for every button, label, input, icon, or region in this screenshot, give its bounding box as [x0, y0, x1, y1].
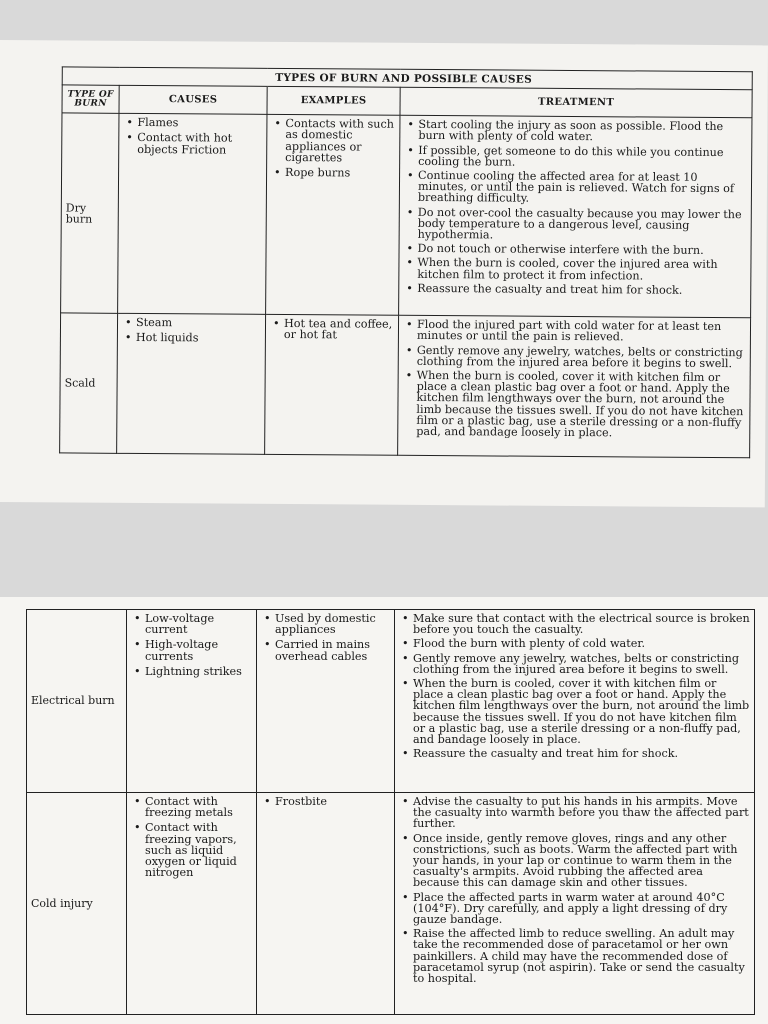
- list-item: • Contact with hot objects Friction: [137, 132, 262, 155]
- treatment-cell: [395, 610, 755, 793]
- list-item: • Make sure that contact with the electrical source is broken before you touch the casualty.: [413, 613, 750, 635]
- list-item: • Once inside, gently remove gloves, rings and any other constrictions, such as boots. Warm the affected part with your hands, in your lap or continue to warm them in the casualty's armpits. Avoid rubbing the affected area because this can damage skin and other tissues.: [413, 833, 750, 889]
- list-item: • Gently remove any jewelry, watches, belts or constricting clothing from the injured area before it begins to swell.: [417, 345, 746, 370]
- list-item: • Do not over-cool the casualty because you may lower the body temperature to a dangerous level, causing hypothermia.: [418, 207, 747, 243]
- bottom-page-scan: [0, 597, 768, 1024]
- list-item: • Gently remove any jewelry, watches, belts or constricting clothing from the injured area before it begins to swell.: [413, 653, 750, 675]
- examples-cell: [266, 115, 400, 316]
- causes-cell: [118, 114, 267, 315]
- list-item: • Hot liquids: [136, 332, 261, 344]
- list-item: • Reassure the casualty and treat him for shock.: [417, 283, 746, 296]
- causes-cell: [117, 314, 266, 455]
- list-item: • Lightning strikes: [145, 666, 252, 677]
- list-item: • Carried in mains overhead cables: [275, 639, 390, 661]
- list-item: • If possible, get someone to do this while you continue cooling the burn.: [418, 145, 747, 170]
- list-item: • Low-voltage current: [145, 613, 252, 635]
- header-treatment: TREATMENT: [400, 87, 752, 117]
- burn-type-label: Dry burn: [61, 113, 119, 313]
- header-type: TYPE OF BURN: [62, 85, 119, 113]
- table-row: [27, 793, 755, 1015]
- list-item: • Hot tea and coffee, or hot fat: [284, 318, 394, 341]
- burn-type-label: Scald: [60, 313, 118, 453]
- list-item: • Steam: [136, 317, 261, 329]
- examples-cell: [257, 610, 395, 793]
- treatment-cell: [399, 115, 752, 317]
- list-item: • Do not touch or otherwise interfere with the burn.: [418, 243, 747, 256]
- treatment-cell: [395, 793, 755, 1015]
- list-item: • Raise the affected limb to reduce swelling. An adult may take the recommended dose of paracetamol or her own painkillers. A child may have the recommended dose of paracetamol syrup (not aspirin). Take or send the casualty to hospital.: [413, 928, 750, 984]
- examples-cell: [257, 793, 395, 1015]
- list-item: • Contact with freezing vapors, such as liquid oxygen or liquid nitrogen: [145, 822, 252, 878]
- header-causes: CAUSES: [119, 86, 267, 115]
- list-item: • Rope burns: [285, 167, 395, 179]
- list-item: • Contacts with such as domestic appliances or cigarettes: [285, 118, 395, 164]
- list-item: • Start cooling the injury as soon as possible. Flood the burn with plenty of cold water.: [418, 119, 747, 144]
- list-item: • Place the affected parts in warm water at around 40°C (104°F). Dry carefully, and apply a light dressing of dry gauze bandage.: [413, 892, 750, 926]
- header-examples: EXAMPLES: [267, 87, 400, 116]
- list-item: • When the burn is cooled, cover it with kitchen film or place a clean plastic bag over a foot or hand. Apply the kitchen film lengthways over the burn, not around the limb because the tissues swell. If you do not have kitchen film or a plastic bag, use a sterile dressing or a non-fluffy pad, and bandage loosely in place.: [416, 370, 745, 440]
- table-title: TYPES OF BURN AND POSSIBLE CAUSES: [267, 68, 752, 90]
- table-row: [27, 610, 755, 793]
- examples-cell: [265, 315, 399, 456]
- burn-types-table: [59, 66, 753, 458]
- list-item: • When the burn is cooled, cover the injured area with kitchen film to protect it from infection.: [417, 257, 746, 282]
- top-page-scan: [0, 40, 768, 507]
- causes-cell: [127, 793, 257, 1015]
- list-item: • High-voltage currents: [145, 639, 252, 661]
- list-item: • Flames: [137, 117, 262, 129]
- list-item: • Contact with freezing metals: [145, 796, 252, 818]
- burn-type-label: Cold injury: [27, 793, 127, 1015]
- table-row: [60, 313, 751, 458]
- list-item: • When the burn is cooled, cover it with kitchen film or place a clean plastic bag over a foot or hand. Apply the kitchen film lengthways over the burn, not around the limb because the tissues swell. If you do not have kitchen film or a plastic bag, use a sterile dressing or a non-fluffy pad, and bandage loosely in place.: [413, 678, 750, 745]
- list-item: • Reassure the casualty and treat him for shock.: [413, 748, 750, 759]
- treatment-cell: [398, 315, 751, 457]
- list-item: • Frostbite: [275, 796, 390, 807]
- causes-cell: [127, 610, 257, 793]
- table-row: [61, 113, 752, 318]
- list-item: • Advise the casualty to put his hands in his armpits. Move the casualty into warmth before you thaw the affected part further.: [413, 796, 750, 830]
- list-item: • Flood the injured part with cold water for at least ten minutes or until the pain is relieved.: [417, 319, 746, 344]
- list-item: • Continue cooling the affected area for at least 10 minutes, or until the pain is relieved. Watch for signs of breathing difficulty.: [418, 170, 747, 206]
- list-item: • Flood the burn with plenty of cold water.: [413, 638, 750, 649]
- burn-type-label: Electrical burn: [27, 610, 127, 793]
- burn-types-table-continued: [26, 609, 755, 1015]
- list-item: • Used by domestic appliances: [275, 613, 390, 635]
